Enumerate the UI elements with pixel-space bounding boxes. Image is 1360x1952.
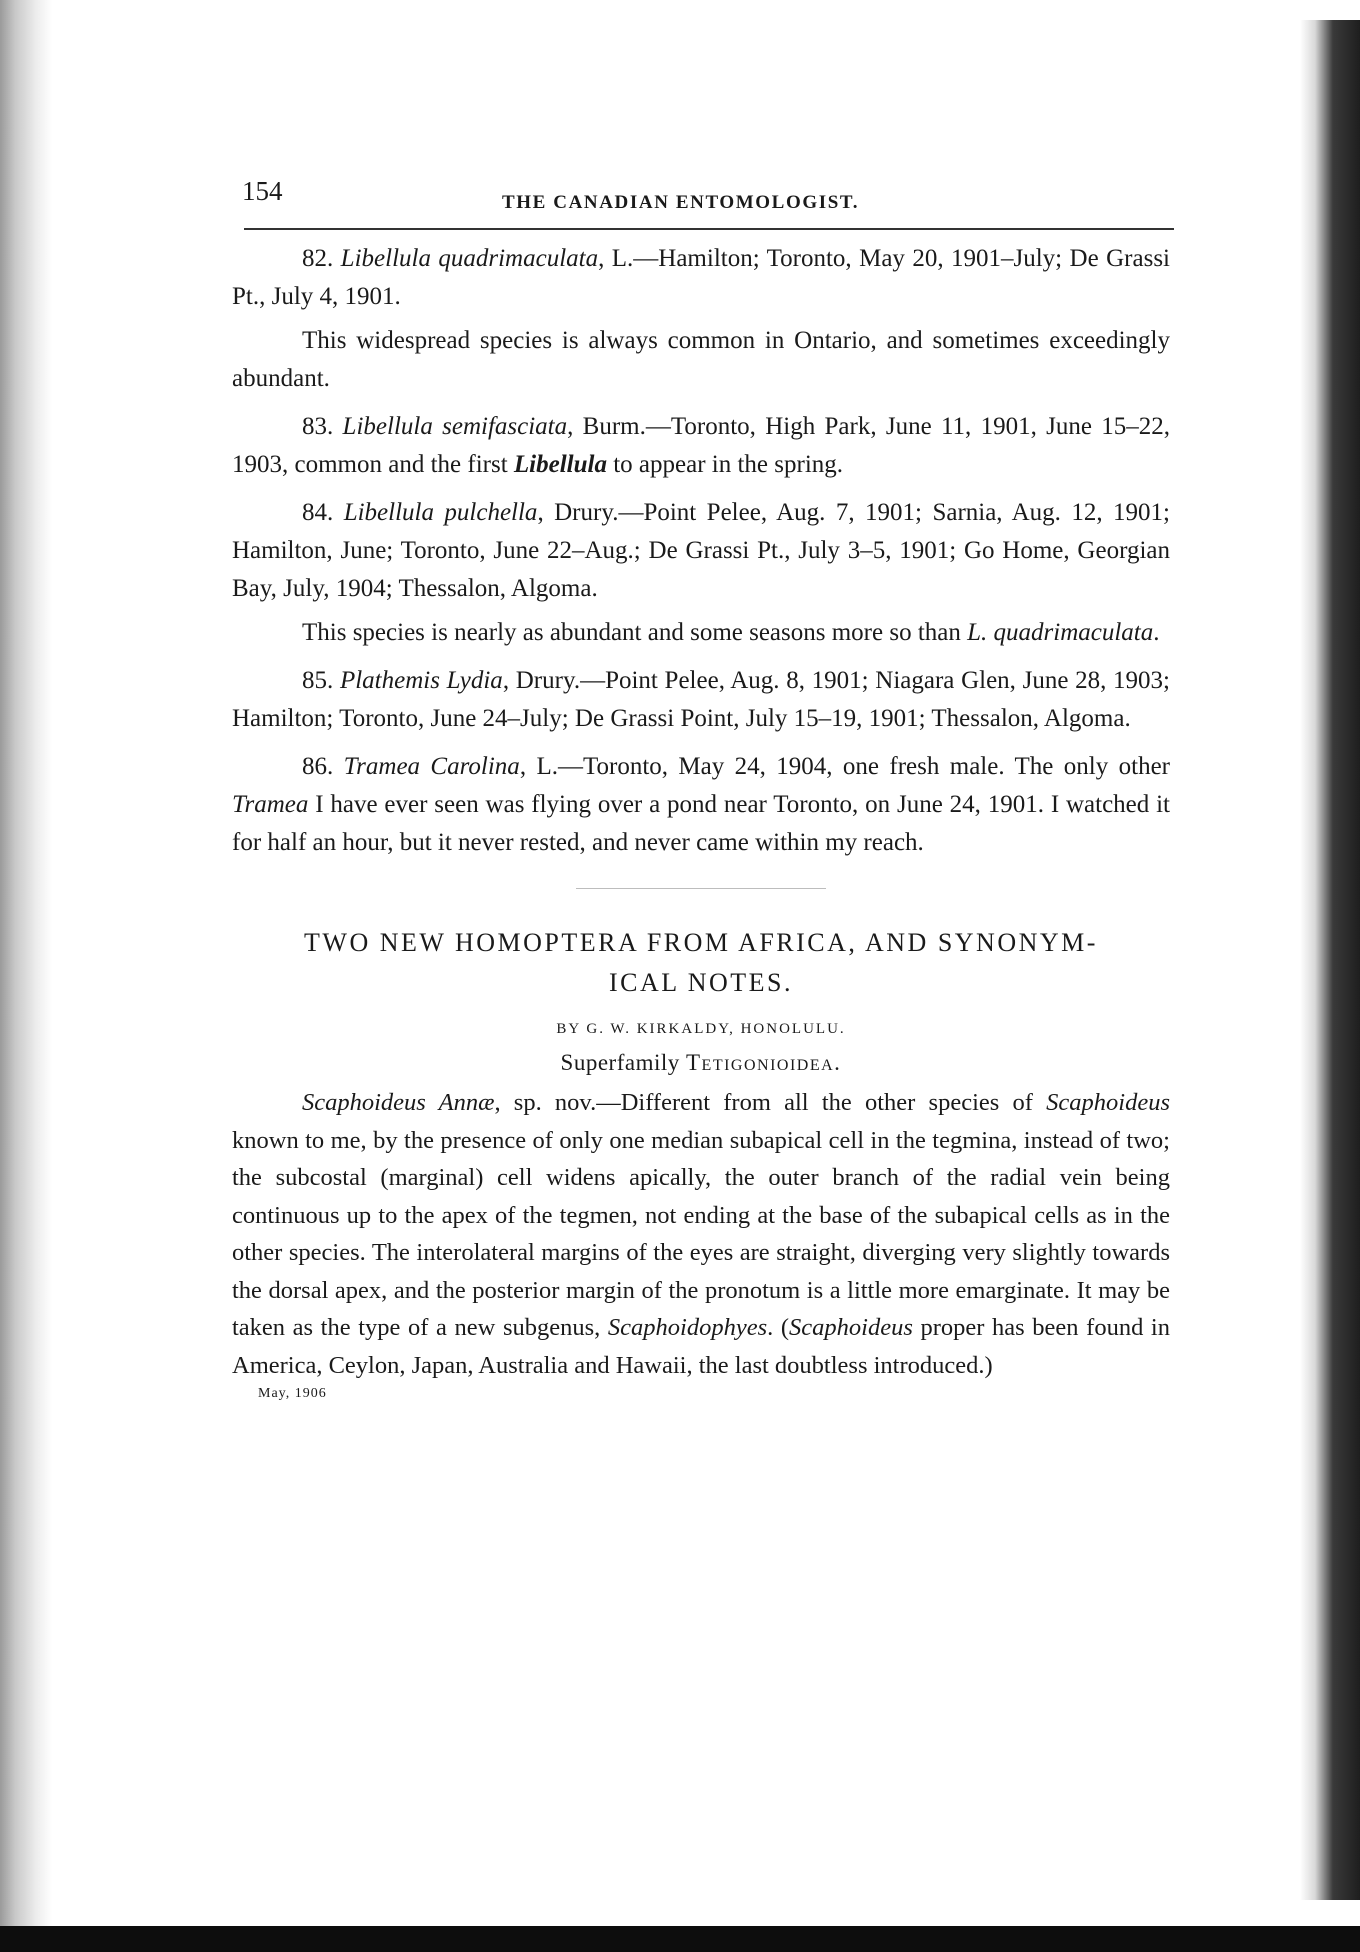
entry-82 bbox=[232, 240, 1170, 398]
species-name: Tramea Carolina bbox=[343, 753, 520, 780]
entry-86 bbox=[232, 748, 1170, 862]
running-title: THE CANADIAN ENTOMOLOGIST. bbox=[502, 192, 860, 213]
entry-paragraph bbox=[232, 748, 1170, 862]
species-name: Libellula semifasciata bbox=[342, 413, 568, 440]
entry-number: 82. bbox=[302, 245, 334, 272]
article-title-line-2: ICAL NOTES. bbox=[609, 968, 793, 997]
entry-text: to appear in the spring. bbox=[606, 451, 844, 478]
entry-text: , Drury.—Point Pelee, Aug. 7, 1901; Sarnia, Aug. 12, 1901; Hamilton, June; Toronto, June 22–Aug.; De Grassi Pt., July 3–5, 1901; Go Home, Georgian Bay, July, 1904; Thessalon, Algoma. bbox=[232, 499, 1170, 602]
species-name: Libellula pulchella bbox=[343, 499, 538, 526]
note-text: . bbox=[1153, 619, 1160, 646]
entry-number: 85. bbox=[302, 667, 334, 694]
entry-number: 84. bbox=[302, 499, 334, 526]
entry-text: I have ever seen was flying over a pond near Toronto, on June 24, 1901. I watched it for half an hour, but it never rested, and never came within my reach. bbox=[232, 791, 1170, 856]
entry-note bbox=[232, 614, 1170, 652]
note-text: This species is nearly as abundant and some seasons more so than bbox=[302, 619, 968, 646]
description-text: proper has been found in America, Ceylon, Japan, Australia and Hawaii, the last doubtless introduced.) bbox=[232, 1314, 1170, 1379]
description-text: known to me, by the presence of only one median subapical cell in the tegmina, instead of two; the subcostal (marginal) cell widens apically, the outer branch of the radial vein being continuous up to the apex of the tegmen, not ending at the base of the subapical cells as in the other species. The interolateral margins of the eyes are straight, diverging very slightly towards the dorsal apex, and the posterior margin of the pronotum is a little more emarginate. It may be taken as the type of a new subgenus, bbox=[232, 1126, 1170, 1341]
journal-page bbox=[232, 170, 1170, 1404]
entry-text: , L.—Hamilton; Toronto, May 20, 1901–July; De Grassi Pt., July 4, 1901. bbox=[232, 245, 1170, 310]
article-title-line-1: TWO NEW HOMOPTERA FROM AFRICA, AND SYNONYM- bbox=[304, 928, 1098, 957]
header-rule bbox=[244, 228, 1174, 230]
page-number: 154 bbox=[242, 176, 283, 206]
superfamily-heading bbox=[232, 1050, 1170, 1076]
entry-paragraph bbox=[232, 662, 1170, 738]
description-text: , sp. nov.—Different from all the other species of bbox=[494, 1089, 1047, 1116]
species-name: Libellula quadrimaculata bbox=[340, 245, 599, 272]
description-text: . ( bbox=[767, 1314, 790, 1341]
scan-right-edge bbox=[1300, 20, 1360, 1900]
article-title bbox=[232, 923, 1170, 1003]
species-description bbox=[232, 1084, 1170, 1384]
species-name: L. quadrimaculata bbox=[967, 619, 1154, 646]
species-list bbox=[232, 240, 1170, 862]
issue-date: May, 1906 bbox=[258, 1386, 327, 1401]
superfamily-label: Superfamily bbox=[560, 1050, 686, 1075]
article bbox=[232, 923, 1170, 1384]
page-header bbox=[232, 170, 1170, 228]
entry-text: , L.—Toronto, May 24, 1904, one fresh male. The only other bbox=[519, 753, 1170, 780]
species-name: Scaphoideus Annæ bbox=[302, 1089, 495, 1116]
entry-84 bbox=[232, 494, 1170, 652]
scan-bottom-edge bbox=[0, 1926, 1360, 1952]
entry-text: , Drury.—Point Pelee, Aug. 8, 1901; Niagara Glen, June 28, 1903; Hamilton; Toronto, June 24–July; De Grassi Point, July 15–19, 1901; Thessalon, Algoma. bbox=[232, 667, 1170, 732]
species-name: Plathemis Lydia bbox=[339, 667, 503, 694]
section-separator bbox=[576, 888, 826, 889]
genus-name: Tramea bbox=[232, 791, 309, 818]
scan-left-edge bbox=[0, 0, 52, 1952]
article-byline: BY G. W. KIRKALDY, HONOLULU. bbox=[556, 1021, 846, 1037]
subgenus-name: Scaphoidophyes bbox=[607, 1314, 768, 1341]
genus-name: Libellula bbox=[513, 451, 607, 478]
entry-paragraph bbox=[232, 494, 1170, 608]
entry-paragraph bbox=[232, 408, 1170, 484]
entry-text: , Burm.—Toronto, High Park, June 11, 1901, June 15–22, 1903, common and the first bbox=[232, 413, 1171, 478]
genus-name: Scaphoideus bbox=[789, 1314, 913, 1341]
entry-85 bbox=[232, 662, 1170, 738]
genus-name: Scaphoideus bbox=[1046, 1089, 1170, 1116]
superfamily-name: Tetigonioidea. bbox=[686, 1050, 842, 1075]
entry-83 bbox=[232, 408, 1170, 484]
entry-number: 83. bbox=[302, 413, 334, 440]
entry-paragraph bbox=[232, 240, 1170, 316]
entry-note: This widespread species is always common in Ontario, and sometimes exceedingly abundant. bbox=[232, 327, 1170, 392]
entry-number: 86. bbox=[302, 753, 334, 780]
